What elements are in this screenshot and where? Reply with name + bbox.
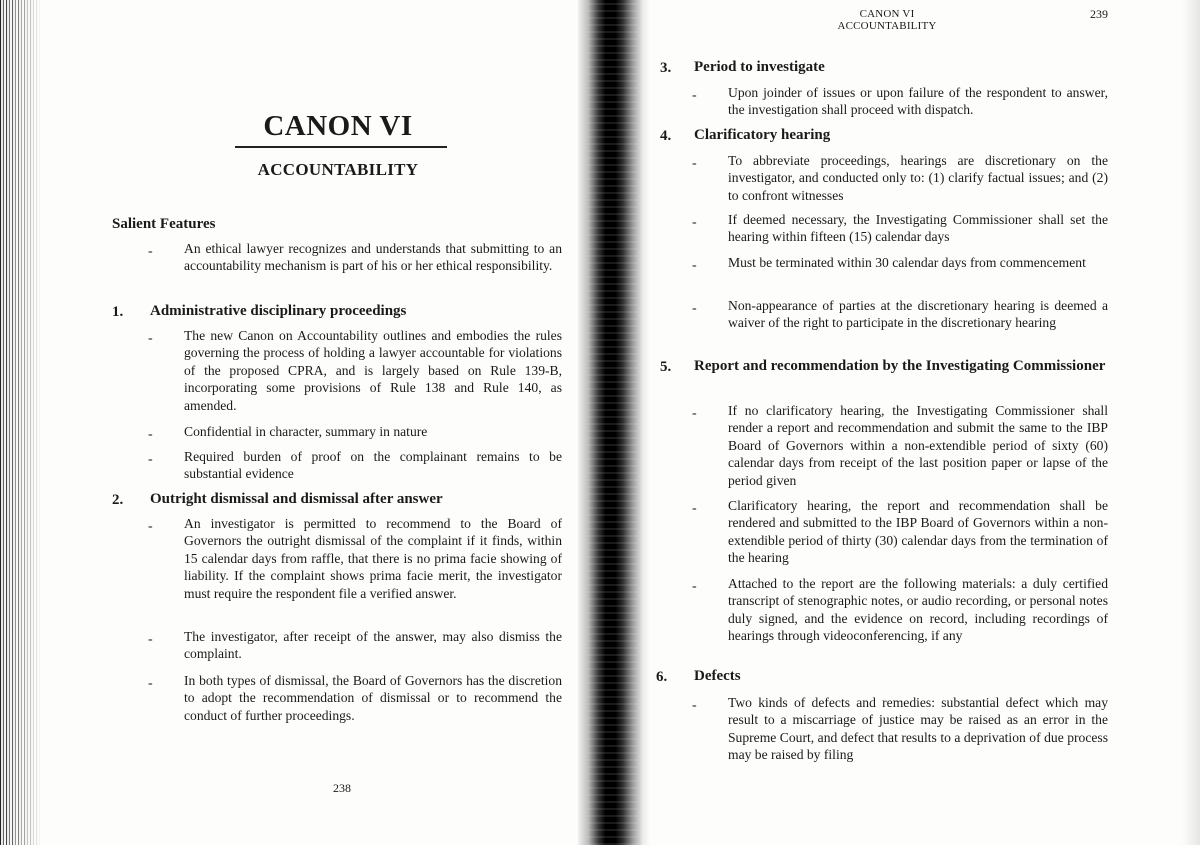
section-item: Must be terminated within 30 calendar days from commencement — [728, 255, 1086, 270]
section-item: The new Canon on Accountability outlines and embodies the rules governing the process of holding a lawyer accountable for violations of the proposed CPRA, and is largely based on Rule 139-B, incorporating some provisions of Rule 138 and Rule 140, as amended. — [184, 328, 562, 413]
section-item: If deemed necessary, the Investigating Commissioner shall set the hearing within fifteen (15) calendar days — [728, 212, 1108, 245]
section-number: 6. — [656, 669, 668, 685]
section-heading: Defects — [694, 668, 741, 684]
section-item: Required burden of proof on the complainant remains to be substantial evidence — [184, 449, 562, 482]
bullet-dash: - — [692, 579, 697, 594]
section-item: Confidential in character, summary in nature — [184, 424, 428, 439]
running-head-subtitle: ACCOUNTABILITY — [837, 20, 937, 32]
salient-item: An ethical lawyer recognizes and understands that submitting to an accountability mechanism is part of his or her ethical responsibility. — [184, 241, 562, 274]
bullet-dash: - — [148, 331, 153, 346]
bullet-dash: - — [692, 258, 697, 273]
section-number: 5. — [660, 359, 672, 375]
section-number: 4. — [660, 128, 672, 144]
chapter-title: CANON VI — [263, 110, 413, 142]
section-item: An investigator is permitted to recommend to the Board of Governors the outright dismissal of the complaint if it finds, within 15 calendar days from raffle, that there is no prima facie showing of liability. If the complaint shows prima facie merit, the investigator must require the respondent file a verified answer. — [184, 516, 562, 601]
section-heading: Outright dismissal and dismissal after answer — [150, 491, 443, 507]
bullet-dash: - — [692, 698, 697, 713]
chapter-subtitle: ACCOUNTABILITY — [257, 160, 419, 179]
bullet-dash: - — [148, 632, 153, 647]
bullet-dash: - — [692, 501, 697, 516]
bullet-dash: - — [692, 215, 697, 230]
section-item: If no clarificatory hearing, the Investigating Commissioner shall render a report and recommendation and submit the same to the IBP Board of Governors within a non-extendible period of sixty (60) calendar days from receipt of the last position paper or lapse of the period given — [728, 403, 1108, 488]
section-heading: Report and recommendation by the Investigating Commissioner — [694, 358, 1106, 374]
salient-features-heading: Salient Features — [112, 216, 216, 232]
page-number: 239 — [1090, 7, 1108, 21]
bullet-dash: - — [692, 406, 697, 421]
bullet-dash: - — [148, 452, 153, 467]
section-item: Clarificatory hearing, the report and recommendation shall be rendered and submitted to the IBP Board of Governors within a non-extendible period of thirty (30) calendar days from the termination of the hearing — [728, 498, 1108, 566]
right-page — [652, 0, 1112, 845]
section-heading: Clarificatory hearing — [694, 127, 831, 143]
section-item: The investigator, after receipt of the answer, may also dismiss the complaint. — [184, 629, 562, 662]
section-item: Upon joinder of issues or upon failure of the respondent to answer, the investigation shall proceed with dispatch. — [728, 85, 1108, 118]
section-number: 3. — [660, 60, 672, 76]
section-item: Attached to the report are the following materials: a duly certified transcript of stenographic notes, or audio recording, or personal notes duly signed, and the evidence on record, including recordings of hearings through videoconferencing, if any — [728, 576, 1108, 644]
bullet-dash: - — [692, 88, 697, 103]
section-heading: Period to investigate — [694, 59, 825, 75]
section-heading: Administrative disciplinary proceedings — [150, 303, 407, 319]
bullet-dash: - — [148, 519, 153, 534]
left-page-edge — [0, 0, 42, 845]
bullet-dash: - — [148, 427, 153, 442]
section-item: Non-appearance of parties at the discretionary hearing is deemed a waiver of the right to participate in the discretionary hearing — [728, 298, 1108, 331]
bullet-dash: - — [692, 156, 697, 171]
running-head-title: CANON VI — [859, 8, 915, 20]
right-page-edge — [1182, 0, 1200, 845]
section-item: To abbreviate proceedings, hearings are discretionary on the investigator, and conducted only to: (1) clarify factual issues; and (2) to confront witnesses — [728, 153, 1108, 203]
gutter-texture — [588, 0, 638, 845]
section-number: 1. — [112, 304, 124, 320]
section-number: 2. — [112, 492, 124, 508]
title-underline — [235, 146, 447, 148]
bullet-dash: - — [148, 676, 153, 691]
page-number: 238 — [333, 781, 351, 795]
section-item: Two kinds of defects and remedies: substantial defect which may result to a miscarriage of justice may be raised as an error in the Supreme Court, and defect that results to a deprivation of due process may be raised by filing — [728, 695, 1108, 763]
left-page — [108, 0, 568, 845]
bullet-dash: - — [148, 244, 153, 259]
bullet-dash: - — [692, 301, 697, 316]
section-item: In both types of dismissal, the Board of Governors has the discretion to adopt the recommendation of dismissal or to recommend the conduct of further proceedings. — [184, 673, 562, 723]
